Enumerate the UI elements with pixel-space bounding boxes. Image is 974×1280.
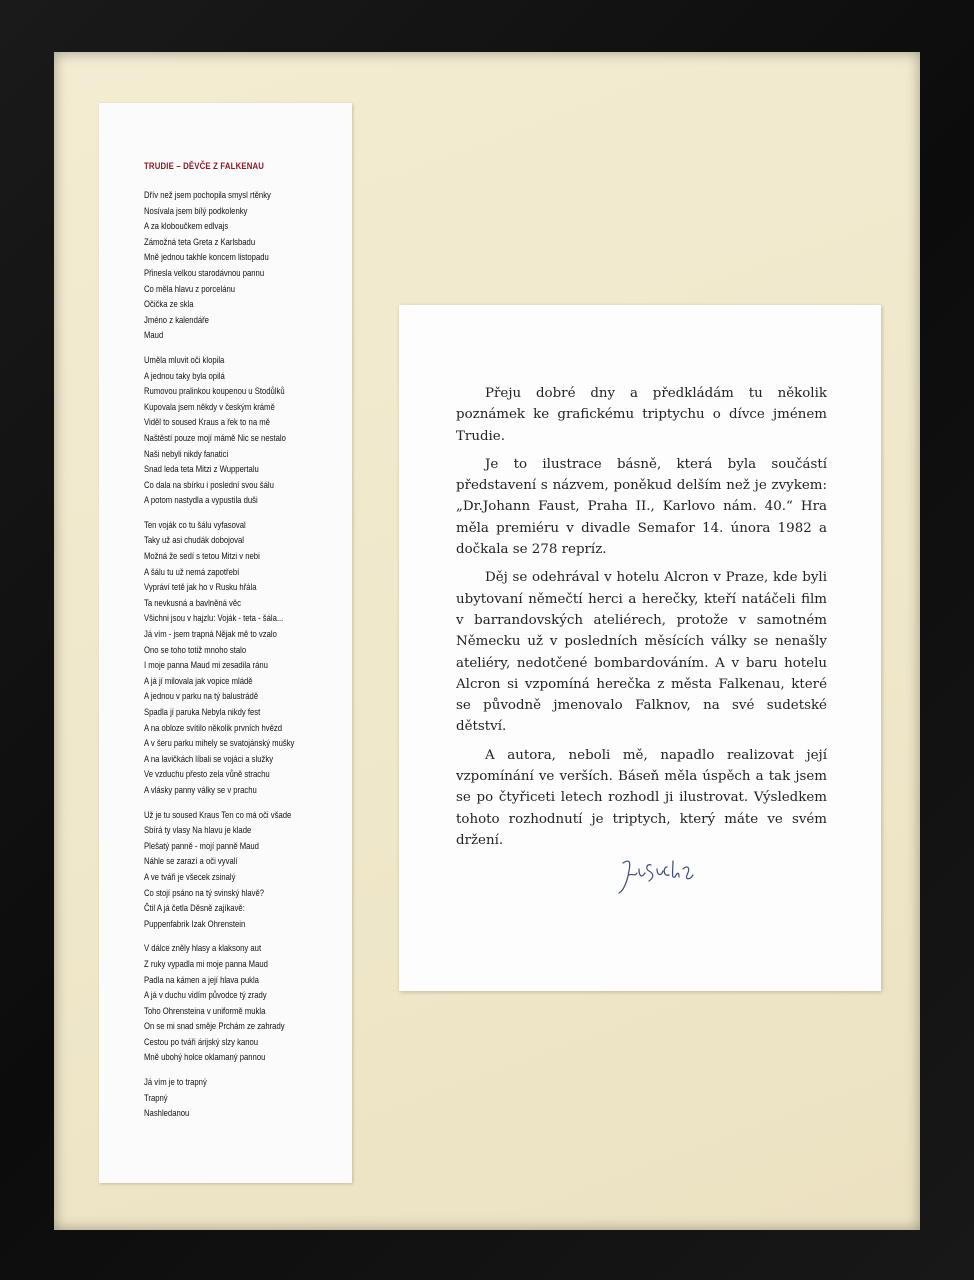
poem-line: Z ruky vypadla mi moje panna Maud [144,957,268,969]
poem-line: Jméno z kalendáře [144,313,209,325]
poem-stanza [144,187,342,343]
poem-line: A v šeru parku mihely se svatojánský mušky [144,737,295,749]
poem-stanza [144,1074,342,1121]
poem-line: Cestou po tváři árijský slzy kanou [144,1035,259,1047]
poem-line: Kupovala jsem někdy v českým krámě [144,400,275,412]
poem-line: Spadla jí paruka Nebyla nikdy fest [144,706,261,717]
letter-body [456,383,827,851]
poem-line: A já jí milovala jak vopice mládě [144,674,253,686]
poem-line: Ta nevkusná a bavlněná věc [144,596,242,608]
poem-line: Maud [144,329,164,341]
poem-line: Co stojí psáno na tý svinský hlavě? [144,886,265,898]
poem-title: TRUDIE – DĚVČE Z FALKENAU [144,161,265,172]
poem-line: Zámožná teta Greta z Karlsbadu [144,235,256,247]
poem-line: Uměla mluvit oči klopila [144,353,225,365]
poem-line: Padla na kámen a její hlava pukla [144,973,259,985]
poem-line: A šálu tu už nemá zapotřebí [144,565,240,577]
poem-line: Nashledanou [144,1107,190,1119]
poem-line: A na obloze svítilo několik prvních hvězd [144,721,283,733]
poem-line: Rumovou pralinkou koupenou u Stodůlků [144,385,285,397]
poem-line: Snad leda teta Mitzi z Wuppertalu [144,463,259,475]
poem-line: Plešatý panně - mojí panně Maud [144,839,259,851]
poem-line: A za kloboučkem edlvajs [144,220,229,232]
poem-line: Taky už asi chudák dobojoval [144,534,245,546]
poem-line: Náhle se zarazí a oči vyvalí [144,855,238,867]
poem-line: A ve tváři je všecek zsinalý [144,870,236,882]
poem-line: Dřív než jsem pochopila smysl rtěnky [144,189,271,200]
poem-line: Přinesla velkou starodávnou pannu [144,266,265,278]
poem-line: Toho Ohrensteina v uniformě mukla [144,1004,266,1016]
poem-line: Trapný [144,1091,168,1103]
poem-line: Ono se toho totiž mnoho stalo [144,643,247,655]
poem-line: Já vím - jsem trapná Nějak mě to vzalo [144,628,277,640]
poem-line: A jednou taky byla opilá [144,369,225,381]
poem-stanza [144,807,342,932]
letter-paragraph: Děj se odehrával v hotelu Alcron v Praze, kde byli ubytovaní němečtí herci a herečky, kteří natáčeli film v barrandovských ateliérech, protože v samotném Německu už v posledních měsících války se nenašly ateliéry, nedotčené bombardováním. A v baru hotelu Alcron si vzpomíná herečka z města Falkenau, které se původně jmenovalo Falknov, na své sudetské dětství. [456,570,827,735]
poem-line: Vypráví tetě jak ho v Rusku hřála [144,581,257,593]
poem-line: Mně ubohý holce oklamaný pannou [144,1051,266,1063]
poem-stanza [144,517,342,798]
poem-stanza [144,352,342,508]
poem-line: A potom nastydla a vypustila duši [144,494,258,506]
poem-line: A na lavičkách líbali se vojáci a služky [144,752,274,764]
poem-line: Už je tu soused Kraus Ten co má oči všade [144,808,292,820]
poem-line: Ten voják co tu šálu vyfasoval [144,518,246,530]
poem-line: Sbírá ty vlasy Na hlavu je klade [144,824,252,836]
poem-line: Ve vzduchu přesto zela vůně strachu [144,768,270,780]
poem-line: Nosívala jsem bílý podkolenky [144,204,248,216]
poem-line: I moje panna Maud mi zesadila ránu [144,659,268,671]
poem-line: Puppenfabrik Izak Ohrenstein [144,917,246,929]
poem-line: V dálce zněly hlasy a klaksony aut [144,942,262,954]
poem-line: A já v duchu vidím původce tý zrady [144,989,267,1001]
poem-line: Já vím je to trapný [144,1076,207,1088]
poem-line: Co dala na sbírku i poslední svou šálu [144,478,274,490]
letter-paragraph: Přeju dobré dny a předkládám tu několik poznámek ke grafickému triptychu o dívce jménem Trudie. [456,386,827,444]
poem-line: On se mi snad směje Prchám ze zahrady [144,1020,285,1032]
poem-line: A jednou v parku na tý balustrádě [144,690,259,702]
signature [617,851,697,901]
poem-stanza [144,940,342,1065]
poem-line: Naštěstí pouze mojí mámě Nic se nestalo [144,431,286,443]
poem-line: Co měla hlavu z porcelánu [144,282,236,294]
poem-line: Očička ze skla [144,298,194,310]
poem-line: Všichni jsou v hajzlu: Voják - teta - šála... [144,612,284,624]
poem-line: Viděl to soused Kraus a řek to na mě [144,416,270,428]
poem-sheet [99,103,352,1183]
letter-paragraph: Je to ilustrace básně, která byla součástí představení s názvem, poněkud delším než je zvykem: „Dr.Johann Faust, Praha II., Karlovo nám. 40.“ Hra měla premiéru v divadle Semafor 14. února 1982 a dočkala se 278 repríz. [456,456,827,558]
poem-body [144,187,342,1121]
poem-line: A vlásky panny války se v prachu [144,783,257,795]
letter-sheet [399,305,881,991]
poem-line: Naši nebyli nikdy fanatici [144,447,229,459]
poem-line: Mně jednou takhle koncem listopadu [144,251,269,263]
letter-paragraph: A autora, neboli mě, napadlo realizovat její vzpomínání ve verších. Báseň měla úspěch a tak jsem se po čtyřiceti letech rozhodl ji ilustrovat. Výsledkem tohoto rozhodnutí je triptych, který máte ve svém držení. [456,747,827,848]
poem-line: Čtil A já četla Děsně zajíkavě: [144,902,245,914]
poem-line: Možná že sedí s tetou Mitzi v nebi [144,550,260,562]
